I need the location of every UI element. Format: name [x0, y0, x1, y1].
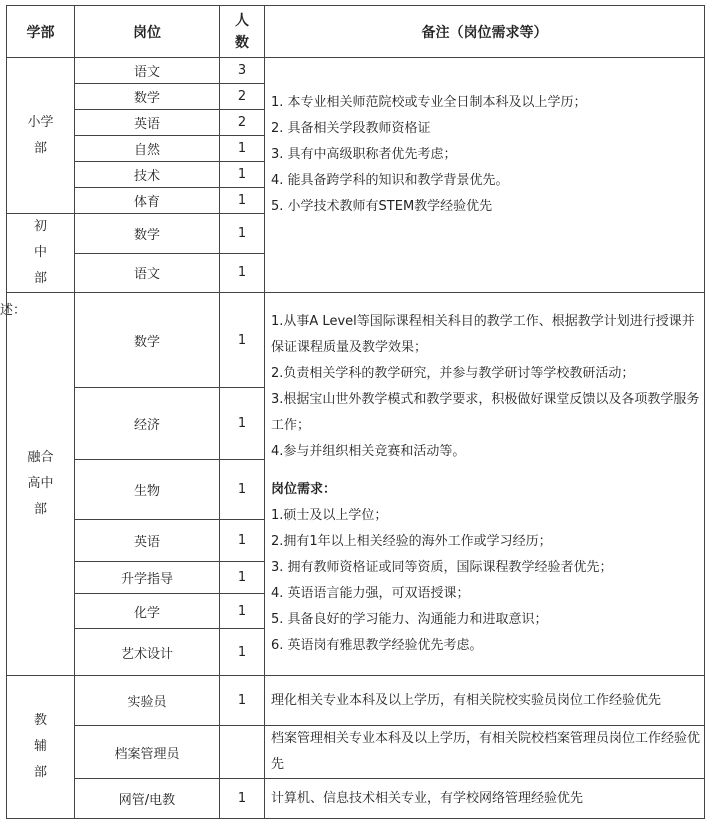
- post-cell: 生物: [75, 460, 220, 520]
- post-cell: 体育: [75, 188, 220, 214]
- header-count: [220, 6, 265, 58]
- table-row: [7, 58, 705, 84]
- post-cell: 技术: [75, 162, 220, 188]
- count-cell: 1: [220, 293, 265, 388]
- post-cell: 语文: [75, 253, 220, 293]
- dept-support-text: 教辅部: [33, 713, 47, 780]
- post-cell: 英语: [75, 110, 220, 136]
- count-cell: 1: [220, 214, 265, 254]
- req-line: 1.硕士及以上学位；: [271, 508, 388, 523]
- post-cell: 数学: [75, 293, 220, 388]
- post-cell: 自然: [75, 136, 220, 162]
- dept-middle-text: 初中部: [33, 219, 47, 286]
- header-note: 备注（岗位需求等）: [265, 6, 705, 58]
- post-cell: 英语: [75, 520, 220, 562]
- count-cell: 1: [220, 629, 265, 676]
- post-cell: 档案管理员: [75, 726, 220, 779]
- dept-support: [7, 676, 75, 819]
- post-cell: 网管/电教: [75, 779, 220, 819]
- note-line: 3. 具有中高级职称者优先考虑；: [271, 147, 457, 162]
- table-row: [7, 676, 705, 726]
- table-row: [7, 779, 705, 819]
- post-cell: 实验员: [75, 676, 220, 726]
- dept-middle: [7, 214, 75, 293]
- req-line: 3. 拥有教师资格证或同等资质，国际课程教学经验者优先；: [271, 560, 613, 575]
- count-cell: 1: [220, 562, 265, 594]
- table-row: [7, 293, 705, 388]
- table-row: [7, 726, 705, 779]
- post-cell: 升学指导: [75, 562, 220, 594]
- req-line: 2.拥有1年以上相关经验的海外工作或学习经历；: [271, 534, 552, 549]
- header-row: [7, 6, 705, 58]
- count-cell: 1: [220, 253, 265, 293]
- duty-line: 4.参与并组织相关竞赛和活动等。: [271, 444, 466, 459]
- dept-primary: [7, 58, 75, 214]
- post-cell: 化学: [75, 594, 220, 629]
- duty-line: 3.根据宝山世外教学模式和教学要求，积极做好课堂反馈以及各项教学服务工作；: [271, 392, 700, 433]
- note-primary-middle: [265, 58, 705, 293]
- req-line: 5. 具备良好的学习能力、沟通能力和进取意识；: [271, 612, 548, 627]
- header-dept: 学部: [7, 6, 75, 58]
- count-cell: 2: [220, 110, 265, 136]
- note-high: [265, 293, 705, 676]
- count-cell: 3: [220, 58, 265, 84]
- req-line: 6. 英语岗有雅思教学经验优先考虑。: [271, 638, 483, 653]
- req-line: 4. 英语语言能力强，可双语授课；: [271, 586, 470, 601]
- count-cell: 1: [220, 388, 265, 460]
- count-cell: 1: [220, 136, 265, 162]
- dept-high-text: 融合高中部: [27, 450, 54, 517]
- header-post: 岗位: [75, 6, 220, 58]
- duty-line: 1.从事A Level等国际课程相关科目的教学工作、根据教学计划进行授课并保证课程质量及教学效果；: [271, 314, 695, 355]
- recruitment-table: [6, 5, 705, 819]
- count-cell: 1: [220, 188, 265, 214]
- stray-text: 述：: [0, 303, 27, 318]
- note-line: 2. 具备相关学段教师资格证: [271, 121, 431, 136]
- count-cell: 1: [220, 676, 265, 726]
- post-cell: 艺术设计: [75, 629, 220, 676]
- note-line: 4. 能具备跨学科的知识和教学背景优先。: [271, 173, 509, 188]
- note-cell: 档案管理相关专业本科及以上学历，有相关院校档案管理员岗位工作经验优先: [265, 726, 705, 779]
- count-cell: 2: [220, 84, 265, 110]
- count-cell: 1: [220, 594, 265, 629]
- count-cell: 1: [220, 162, 265, 188]
- note-cell: 计算机、信息技术相关专业，有学校网络管理经验优先: [265, 779, 705, 819]
- count-cell: 1: [220, 520, 265, 562]
- post-cell: 语文: [75, 58, 220, 84]
- header-count-text: 人数: [234, 12, 249, 51]
- post-cell: 数学: [75, 84, 220, 110]
- post-cell: 数学: [75, 214, 220, 254]
- note-cell: 理化相关专业本科及以上学历，有相关院校实验员岗位工作经验优先: [265, 676, 705, 726]
- dept-high: [7, 293, 75, 676]
- req-title: 岗位需求：: [271, 482, 337, 497]
- note-line: 5. 小学技术教师有STEM教学经验优先: [271, 199, 493, 214]
- count-cell: 1: [220, 460, 265, 520]
- note-line: 1. 本专业相关师范院校或专业全日制本科及以上学历；: [271, 95, 587, 110]
- dept-primary-text: 小学部: [27, 114, 54, 156]
- count-cell: [220, 726, 265, 779]
- duty-line: 2.负责相关学科的教学研究，并参与教学研讨等学校教研活动；: [271, 366, 635, 381]
- post-cell: 经济: [75, 388, 220, 460]
- count-cell: 1: [220, 779, 265, 819]
